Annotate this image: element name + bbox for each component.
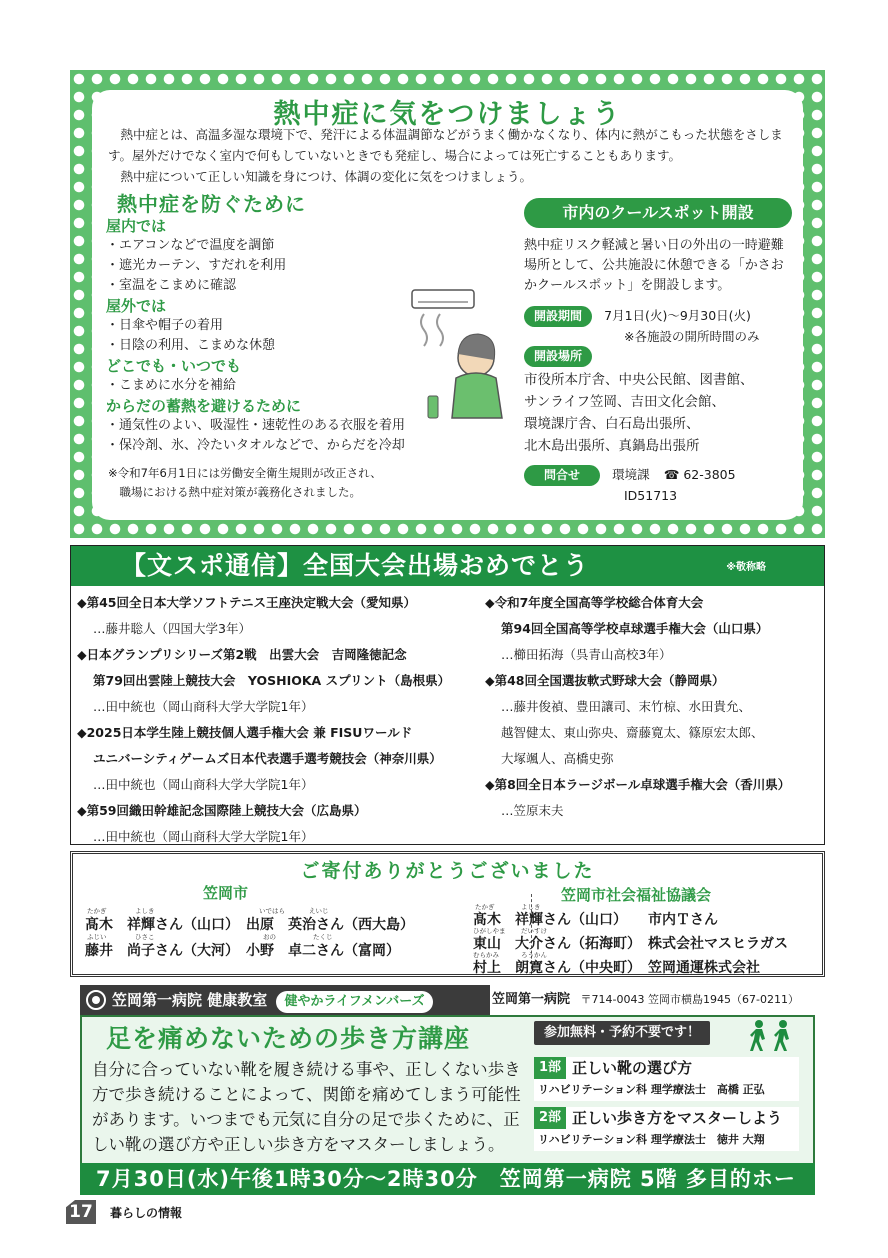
list-item: …櫛田拓海（呉青山高校3年） [501, 647, 672, 662]
list-item: ・日陰の利用、こまめな休憩 [106, 338, 276, 353]
list-item: ・遮光カーテン、すだれを利用 [106, 258, 287, 273]
donor-row: 髙木 祥輝さん（山口） 出原 英治さん（西大島） [85, 917, 414, 933]
list-item: ・通気性のよい、吸湿性・速乾性のある衣服を着用 [106, 418, 406, 433]
hospital-logo-icon [86, 990, 106, 1010]
heatstroke-intro [108, 124, 798, 187]
heatstroke-title: 熱中症に気をつけましょう [273, 99, 622, 130]
bunspo-left-column [77, 590, 477, 850]
part-title: 正しい靴の選び方 [572, 1059, 693, 1077]
part-number: 1部 [534, 1057, 566, 1079]
list-item: 大塚颯人、高橋史弥 [501, 751, 614, 766]
list-item: ・室温をこまめに確認 [106, 278, 237, 293]
list-item: ◆第8回全日本ラージボール卓球選手権大会（香川県） [485, 777, 791, 792]
hospital-info [492, 985, 799, 1015]
list-item: ◆第59回織田幹雄記念国際陸上競技大会（広島県） [77, 803, 367, 818]
donor-row: 東山 大介さん（拓海町） 株式会社マスヒラガス [473, 936, 788, 952]
hospital-address: 〒714-0043 笠岡市横島1945（67-0211） [580, 993, 799, 1006]
list-item: …藤井聡人（四国大学3年） [93, 621, 251, 636]
aircon-illustration-icon [410, 288, 510, 428]
coolspot-heading: 市内のクールスポット開設 [524, 198, 792, 228]
list-item: 北木島出張所、真鍋島出張所 [524, 438, 700, 454]
place-label: 開設場所 [524, 346, 592, 367]
contact-dept: 環境課 [612, 467, 650, 482]
ruby: だいすけ [521, 927, 547, 935]
welfare-heading: 笠岡市社会福祉協議会 [561, 886, 712, 904]
regulation-note [108, 464, 382, 502]
list-item: …笠原末夫 [501, 803, 564, 818]
page-number: 17 [69, 1202, 93, 1222]
part-title: 正しい歩き方をマスターしよう [572, 1109, 783, 1127]
list-item: 第79回出雲陸上競技大会 YOSHIOKA スプリント（島根県） [93, 673, 451, 688]
intro-paragraph-2: 熱中症について正しい知識を身につけ、体調の変化に気をつけましょう。 [120, 169, 533, 184]
health-class-label: 笠岡第一病院 健康教室 [112, 991, 268, 1009]
part-presenter: リハビリテーション科 理学療法士 高橋 正弘 [538, 1083, 765, 1096]
list-item: ◆第48回全国選抜軟式野球大会（静岡県） [485, 673, 725, 688]
list-item: 越智健太、東山弥央、齋藤寛太、篠原宏太郎、 [501, 725, 764, 740]
list-item: サンライフ笠岡、吉田文化会館、 [524, 394, 726, 410]
period-value: 7月1日(火)～9月30日(火) [604, 308, 751, 323]
contact-row [524, 465, 794, 486]
health-class-band [80, 985, 490, 1015]
note-line-1: ※令和7年6月1日には労働安全衛生規則が改正され、 [108, 466, 382, 480]
ruby: えいじ [309, 907, 329, 915]
part-2 [534, 1107, 799, 1151]
honorific-note: ※敬称略 [726, 562, 766, 573]
ruby: たくじ [313, 933, 333, 941]
list-item: ◆日本グランプリシリーズ第2戦 出雲大会 吉岡隆徳記念 [77, 647, 407, 662]
donor-row: 藤井 尚子さん（大河） 小野 卓二さん（富岡） [85, 943, 400, 959]
bunspo-title: 【文スポ通信】全国大会出場おめでとう [121, 551, 590, 580]
list-item: ・日傘や帽子の着用 [106, 318, 224, 333]
list-item: …田中統也（岡山商科大学大学院1年） [93, 699, 314, 714]
part-presenter: リハビリテーション科 理学療法士 徳井 大翔 [538, 1133, 765, 1146]
list-item: ・こまめに水分を補給 [106, 378, 237, 393]
list-item: 環境課庁舎、白石島出張所、 [524, 416, 700, 432]
bunspo-section [70, 545, 825, 845]
part-1 [534, 1057, 799, 1101]
contact-label: 問合せ [524, 465, 600, 486]
note-line-2: 職場における熱中症対策が義務化されました。 [119, 485, 361, 499]
ruby: ろうかん [521, 951, 547, 959]
part-number: 2部 [534, 1107, 566, 1129]
group-title-body-heat: からだの蓄熱を避けるために [106, 397, 302, 415]
intro-paragraph-1: 熱中症とは、高温多湿な環境下で、発汗による体温調節などがうまく働かなくなり、体内に熱がこもった状態をさします。屋外だけでなく室内で何もしていないときでも発症し、場合によっては死亡することもあります。 [108, 127, 783, 163]
list-item: ・保冷剤、氷、冷たいタオルなどで、からだを冷却 [106, 438, 405, 453]
heatstroke-panel [92, 90, 803, 520]
ruby: よしき [135, 907, 155, 915]
ruby: おの [263, 933, 276, 941]
event-date-bar: 7月30日(水)午後1時30分～2時30分 笠岡第一病院 5階 多目的ホール [80, 1163, 815, 1195]
list-item: ◆第45回全日本大学ソフトテニス王座決定戦大会（愛知県） [77, 595, 417, 610]
free-entry-badge: 参加無料・予約不要です！ [534, 1021, 710, 1045]
ruby: ふじい [87, 933, 107, 941]
coolspot-description: 熱中症リスク軽減と暑い日の外出の一時避難場所として、公共施設に休憩できる「かさおかクールスポット」を開設します。 [524, 238, 784, 293]
ruby: たかぎ [475, 903, 495, 911]
list-item: …田中統也（岡山商科大学大学院1年） [93, 829, 314, 844]
list-item: 第94回全国高等学校卓球選手権大会（山口県） [501, 621, 769, 636]
contact-tel: ☎ 62-3805 [663, 467, 736, 482]
walking-people-icon [747, 1019, 797, 1053]
ruby: よしき [521, 903, 541, 911]
donor-row: 髙木 祥輝さん（山口） 市内Ｔさん [473, 912, 718, 928]
place-row [524, 346, 794, 367]
ruby: ひさこ [135, 933, 155, 941]
places-list [524, 369, 794, 457]
donation-title: ご寄付ありがとうございました [300, 860, 595, 882]
ruby: たかぎ [87, 907, 107, 915]
contact-id: ID51713 [624, 488, 678, 503]
ruby: むらかみ [473, 951, 499, 959]
walk-header [80, 985, 815, 1015]
list-item: ◆令和7年度全国高等学校総合体育大会 [485, 595, 704, 610]
period-row [524, 306, 794, 327]
lecture-description: 自分に合っていない靴を履き続ける事や、正しくない歩き方で歩き続けることによって、関節を痛めてしまう可能性があります。いつまでも元気に自分の足で歩くために、正しい靴の選び方や正しい歩き方をマスターしましょう。 [92, 1060, 521, 1154]
coolspot-details [524, 236, 794, 505]
list-item: 市役所本庁舎、中央公民館、図書館、 [524, 372, 754, 388]
ruby: いではら [259, 907, 285, 915]
list-item: ◆2025日本学生陸上競技個人選手権大会 兼 FISUワールド [77, 725, 413, 740]
bunspo-right-column [485, 590, 825, 824]
list-item: ユニバーシティゲームズ日本代表選手選考競技会（神奈川県） [93, 751, 442, 766]
prevention-heading: 熱中症を防ぐために [117, 192, 306, 216]
list-item: ・エアコンなどで温度を調節 [106, 238, 275, 253]
donor-row: 村上 朗寛さん（中央町） 笠岡通運株式会社 [473, 960, 760, 976]
period-label: 開設期間 [524, 306, 592, 327]
period-note: ※各施設の開所時間のみ [624, 329, 760, 344]
donation-section [70, 851, 825, 977]
city-heading: 笠岡市 [203, 884, 249, 902]
heatstroke-section [70, 70, 825, 538]
group-title-outdoor: 屋外では [106, 297, 167, 315]
group-title-indoor: 屋内では [106, 217, 167, 235]
list-item: …藤井俊禎、豊田讓司、末竹椋、水田貴允、 [501, 699, 752, 714]
list-item: …田中統也（岡山商科大学大学院1年） [93, 777, 314, 792]
page-section-label: 暮らしの情報 [110, 1206, 183, 1220]
ruby: ひがしやま [473, 927, 506, 935]
bunspo-header [71, 546, 824, 586]
walk-body [80, 1015, 815, 1165]
lecture-title: 足を痛めないための歩き方講座 [106, 1024, 471, 1053]
hospital-name: 笠岡第一病院 [492, 992, 571, 1007]
group-title-anywhere: どこでも・いつでも [106, 357, 242, 375]
members-badge: 健やかライフメンバーズ [276, 991, 432, 1013]
